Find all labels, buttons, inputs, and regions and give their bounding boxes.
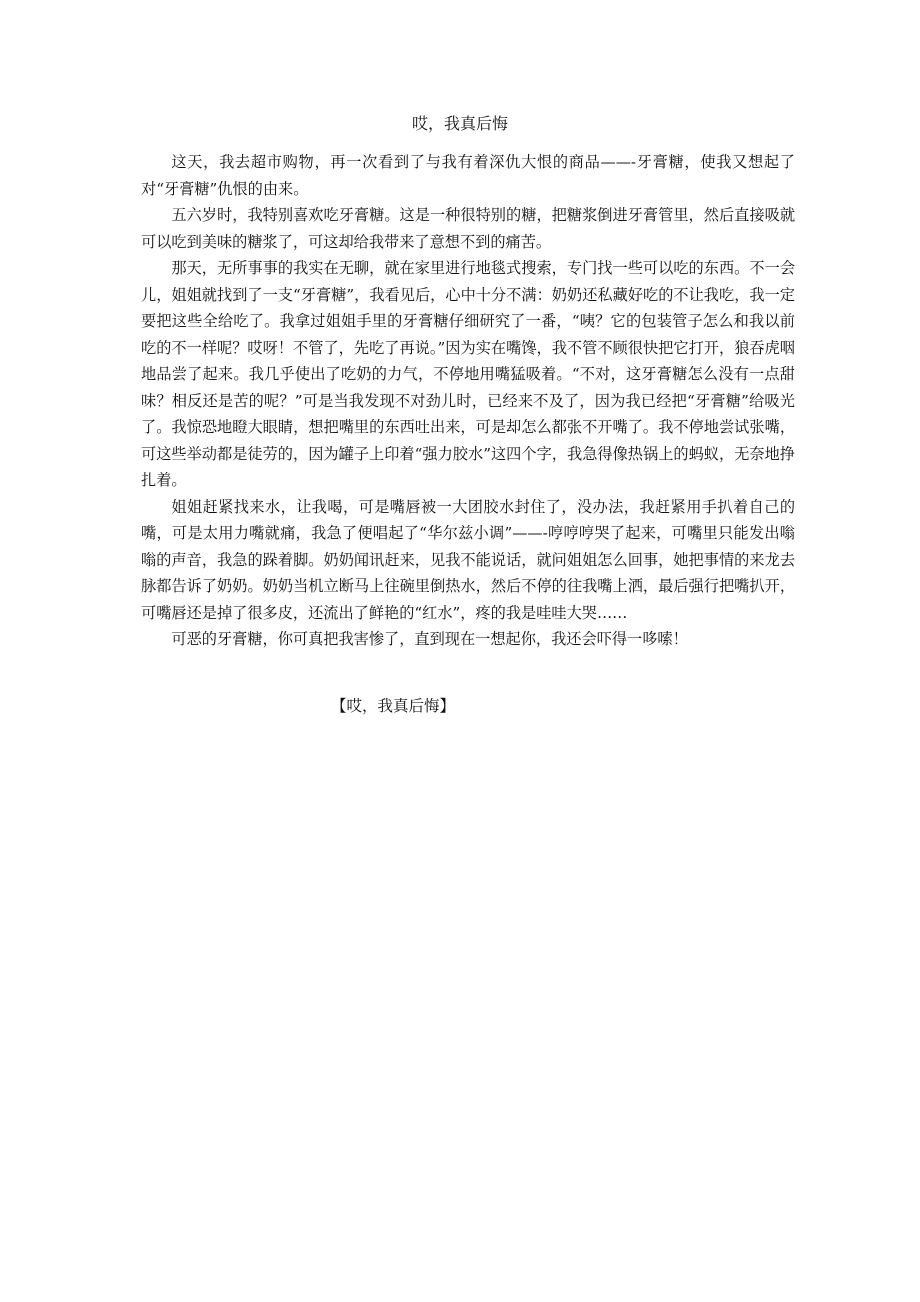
paragraph: 姐姐赶紧找来水，让我喝，可是嘴唇被一大团胶水封住了，没办法，我赶紧用手扒着自己的嘴，可是太用力嘴就痛，我急了便唱起了“华尔兹小调”——-哼哼哼哭了起来，可嘴里只能发出嗡嗡的声音，我急的跺着脚。奶奶闻讯赶来，见我不能说话，就问姐姐怎么回事，她把事情的来龙去脉都告诉了奶奶。奶奶当机立断马上往碗里倒热水，然后不停的往我嘴上洒，最后强行把嘴扒开，可嘴唇还是掉了很多皮，还流出了鲜艳的“红水”，疼的我是哇哇大哭…… xyxy=(141,497,795,622)
document-body xyxy=(141,149,795,653)
document-title: 哎，我真后悔 xyxy=(411,114,508,133)
paragraph: 可恶的牙膏糖，你可真把我害惨了，直到现在一想起你，我还会吓得一哆嗦！ xyxy=(171,630,688,648)
paragraph: 这天，我去超市购物，再一次看到了与我有着深仇大恨的商品——-牙膏糖，使我又想起了对“牙膏糖”仇恨的由来。 xyxy=(141,153,795,198)
paragraph: 那天，无所事事的我实在无聊，就在家里进行地毯式搜索，专门找一些可以吃的东西。不一会儿，姐姐就找到了一支“牙膏糖”，我看见后，心中十分不满：奶奶还私藏好吃的不让我吃，我一定要把这些全给吃了。我拿过姐姐手里的牙膏糖仔细研究了一番，“咦？它的包装管子怎么和我以前吃的不一样呢？哎呀！不管了，先吃了再说。”因为实在嘴馋，我不管不顾很快把它打开，狼吞虎咽地品尝了起来。我几乎使出了吃奶的力气，不停地用嘴猛吸着。“不对，这牙膏糖怎么没有一点甜味？相反还是苦的呢？”可是当我发现不对劲儿时，已经来不及了，因为我已经把“牙膏糖”给吸光了。我惊恐地瞪大眼睛，想把嘴里的东西吐出来，可是却怎么都张不开嘴了。我不停地尝试张嘴，可这些举动都是徒劳的，因为罐子上印着“强力胶水”这四个字，我急得像热锅上的蚂蚁，无奈地挣扎着。 xyxy=(141,259,795,489)
paragraph: 五六岁时，我特别喜欢吃牙膏糖。这是一种很特别的糖，把糖浆倒进牙膏管里，然后直接吸就可以吃到美味的糖浆了，可这却给我带来了意想不到的痛苦。 xyxy=(141,206,795,251)
footer-title: 【哎，我真后悔】 xyxy=(331,697,456,715)
